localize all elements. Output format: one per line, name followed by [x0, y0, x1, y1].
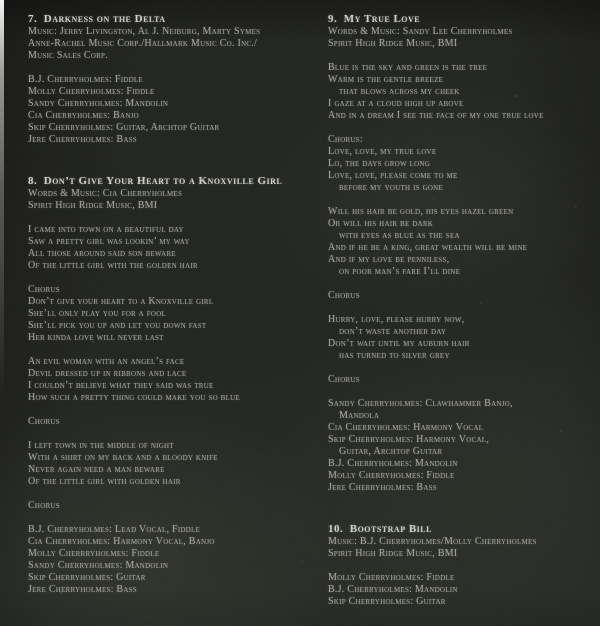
text-block [328, 206, 600, 278]
text-line: I gaze at a cloud high up above [328, 98, 464, 109]
text-block [328, 290, 600, 302]
text-line: before my youth is gone [328, 182, 444, 193]
text-line: Skip Cherryholmes: Harmony Vocal, [328, 434, 490, 445]
text-line: B.J. Cherryholmes: Lead Vocal, Fiddle [28, 524, 201, 535]
text-line: Cia Cherryholmes: Harmony Vocal [328, 422, 484, 433]
text-line: Molly Cherryholmes: Fiddle [28, 86, 155, 97]
text-line: don’t waste another day [328, 326, 447, 337]
text-line: Words & Music: Cia Cherryholmes [28, 188, 183, 199]
lyrics-column-left [28, 12, 313, 596]
text-line: Blue is the sky and green is the tree [328, 62, 488, 73]
text-block [328, 134, 600, 194]
text-line: has turned to silver grey [328, 350, 450, 361]
text-line: How such a pretty thing could make you so blue [28, 392, 240, 403]
page-edge-highlight [0, 0, 4, 420]
text-line: She’ll only play you for a fool [28, 308, 167, 319]
text-line: And if he be a king, great wealth will be mine [328, 242, 528, 253]
text-line: Music: Jerry Livingston, Al J. Neiburg, Marty Symes [28, 26, 261, 37]
text-line: Chorus [328, 290, 360, 301]
text-block [328, 314, 600, 362]
text-line: Chorus [28, 500, 60, 511]
text-line: Her kinda love will never last [28, 332, 164, 343]
text-line: Or will his hair be dark [328, 218, 434, 229]
text-line: And if my love be penniless, [328, 254, 450, 265]
text-line: Lo, the days grow long [328, 158, 431, 169]
track-heading: 10. Bootstrap Bill [328, 523, 432, 535]
text-block [28, 26, 313, 62]
text-line: Cia Cherryholmes: Harmony Vocal, Banjo [28, 536, 215, 547]
text-line: Chorus [28, 416, 60, 427]
text-line: Sandy Cherryholmes: Mandolin [28, 560, 169, 571]
text-line: Anne-Rachel Music Corp./Hallmark Music Co. Inc./ [28, 38, 258, 49]
text-line: Music Sales Corp. [28, 50, 108, 61]
text-block [28, 224, 313, 272]
text-block [328, 374, 600, 386]
text-line: Don’t wait until my auburn hair [328, 338, 470, 349]
text-line: Words & Music: Sandy Lee Cherryholmes [328, 26, 513, 37]
text-line: on poor man’s fare I’ll dine [328, 266, 461, 277]
text-line: Will his hair be gold, his eyes hazel green [328, 206, 514, 217]
text-line: Chorus: [328, 134, 363, 145]
text-line: Saw a pretty girl was lookin’ my way [28, 236, 190, 247]
text-block [328, 26, 600, 50]
text-line: Love, love, my true love [328, 146, 437, 157]
text-line: Warm is the gentle breeze [328, 74, 444, 85]
text-block [28, 440, 313, 488]
lyrics-column-right [328, 12, 600, 608]
text-line: B.J. Cherryholmes: Mandolin [328, 458, 458, 469]
text-line: Molly Cherryholmes: Fiddle [328, 470, 455, 481]
text-line: And in a dream I see the face of my one true love [328, 110, 544, 121]
text-line: Music: B.J. Cherryholmes/Molly Cherryholmes [328, 536, 537, 547]
text-line: Of the little girl with golden hair [28, 476, 181, 487]
text-line: With a shirt on my back and a bloody knife [28, 452, 218, 463]
text-block [28, 416, 313, 428]
text-block [28, 74, 313, 146]
text-block [328, 398, 600, 494]
text-line: I came into town on a beautiful day [28, 224, 184, 235]
text-block [28, 524, 313, 596]
track-heading: 7. Darkness on the Delta [28, 13, 166, 25]
text-line: I left town in the middle of night [28, 440, 174, 451]
text-line: Spirit High Ridge Music, BMI [28, 200, 158, 211]
text-line: Jere Cherryholmes: Bass [328, 482, 437, 493]
text-line: Chorus [28, 284, 60, 295]
text-line: with eyes as blue as the sea [328, 230, 460, 241]
text-line: Hurry, love, please hurry now, [328, 314, 465, 325]
text-line: Molly Cherrryholmes: Fiddle [28, 548, 160, 559]
text-line: All those around said son beware [28, 248, 176, 259]
text-line: B.J. Cherryholmes: Mandolin [328, 584, 458, 595]
track-heading: 9. My True Love [328, 13, 421, 25]
text-line: Of the little girl with the golden hair [28, 260, 198, 271]
text-line: Skip Cherryholmes: Guitar [28, 572, 146, 583]
text-block [28, 284, 313, 344]
text-line: Cia Cherryholmes: Banjo [28, 110, 139, 121]
text-block [328, 572, 600, 608]
text-line: Guitar, Archtop Guitar [328, 446, 443, 457]
text-line: Molly Cherryholmes: Fiddle [328, 572, 455, 583]
text-line: Love, love, please come to me [328, 170, 458, 181]
track-heading: 8. Don’t Give Your Heart to a Knoxville Girl [28, 175, 283, 187]
text-line: Devil dressed up in ribbons and lace [28, 368, 187, 379]
text-block [328, 62, 600, 122]
text-block [328, 536, 600, 560]
text-line: Mandola [328, 410, 380, 421]
text-line: Don’t give your heart to a Knoxville girl [28, 296, 214, 307]
text-line: An evil woman with an angel’s face [28, 356, 185, 367]
text-block [28, 356, 313, 404]
text-block [28, 500, 313, 512]
text-line: Chorus [328, 374, 360, 385]
text-line: Skip Cherryholmes: Guitar, Archtop Guitar [28, 122, 220, 133]
text-line: Jere Cherryholmes: Bass [28, 584, 137, 595]
text-line: I couldn’t believe what they said was true [28, 380, 214, 391]
text-line: Sandy Cherryholmes: Clawhammer Banjo, [328, 398, 513, 409]
text-line: Spirit High Ridge Music, BMI [328, 548, 458, 559]
text-line: B.J. Cherryholmes: Fiddle [28, 74, 143, 85]
dust-specks [0, 0, 2, 2]
text-line: Never again need a man beware [28, 464, 165, 475]
text-line: Skip Cherryholmes: Guitar [328, 596, 446, 607]
text-line: that blows across my cheek [328, 86, 460, 97]
text-block [28, 188, 313, 212]
text-line: Sandy Cherryholmes: Mandolin [28, 98, 169, 109]
text-line: Jere Cherryholmes: Bass [28, 134, 137, 145]
text-line: Spirit High Ridge Music, BMI [328, 38, 458, 49]
text-line: She’ll pick you up and let you down fast [28, 320, 207, 331]
